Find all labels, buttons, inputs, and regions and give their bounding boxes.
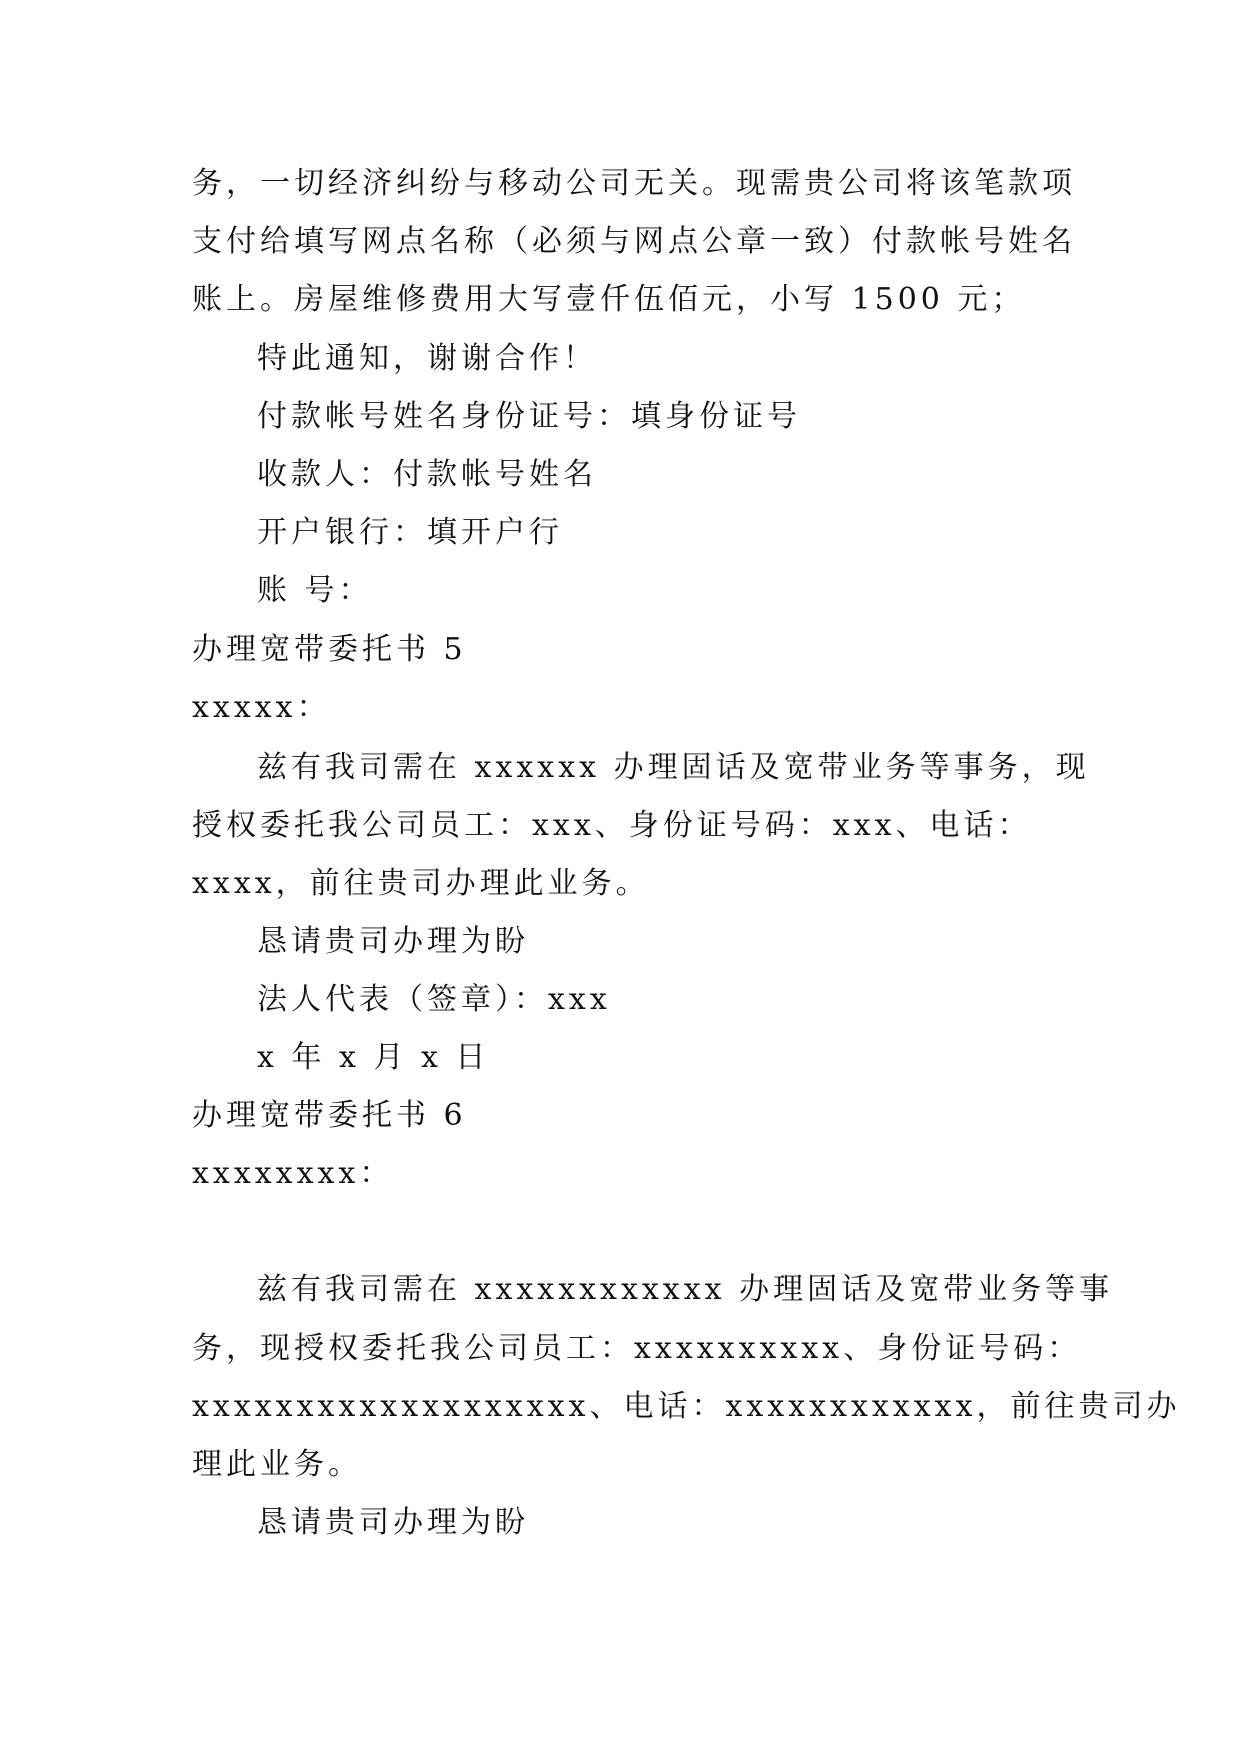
request-line: 恳请贵司办理为盼 [257,924,529,959]
request-line: 恳请贵司办理为盼 [257,1505,529,1540]
paragraph-line: 务，现授权委托我公司员工：xxxxxxxxxx、身份证号码： [192,1331,1082,1366]
date-line: x 年 x 月 x 日 [257,1040,490,1075]
section-title: 办理宽带委托书 6 [192,1098,467,1133]
id-number-line: 付款帐号姓名身份证号：填身份证号 [257,399,801,434]
paragraph-line: 务，一切经济纠纷与移动公司无关。现需贵公司将该笔款项 [192,166,1076,201]
paragraph-line: 理此业务。 [192,1447,362,1482]
paragraph-line: 账上。房屋维修费用大写壹仟伍佰元，小写 1500 元； [192,282,1026,317]
paragraph-line: 兹有我司需在 xxxxxx 办理固话及宽带业务等事务，现 [257,750,1090,785]
salutation: xxxxxxxx： [192,1156,394,1191]
section-title: 办理宽带委托书 5 [192,632,467,667]
account-line: 账 号： [257,573,373,608]
paragraph-line: 兹有我司需在 xxxxxxxxxxxx 办理固话及宽带业务等事 [257,1272,1114,1307]
paragraph-line: xxxxxxxxxxxxxxxxxxx、电话：xxxxxxxxxxxx，前往贵司办 [192,1389,1181,1424]
legal-rep-line: 法人代表（签章）：xxx [257,982,611,1017]
paragraph-line: 支付给填写网点名称（必须与网点公章一致）付款帐号姓名 [192,224,1076,259]
payee-line: 收款人：付款帐号姓名 [257,457,597,492]
salutation: xxxxx： [192,690,331,725]
paragraph-line: 授权委托我公司员工：xxx、身份证号码：xxx、电话： [192,808,1032,843]
paragraph-line: xxxx，前往贵司办理此业务。 [192,866,650,901]
bank-line: 开户银行：填开户行 [257,515,563,550]
notice-line: 特此通知，谢谢合作！ [257,341,597,376]
